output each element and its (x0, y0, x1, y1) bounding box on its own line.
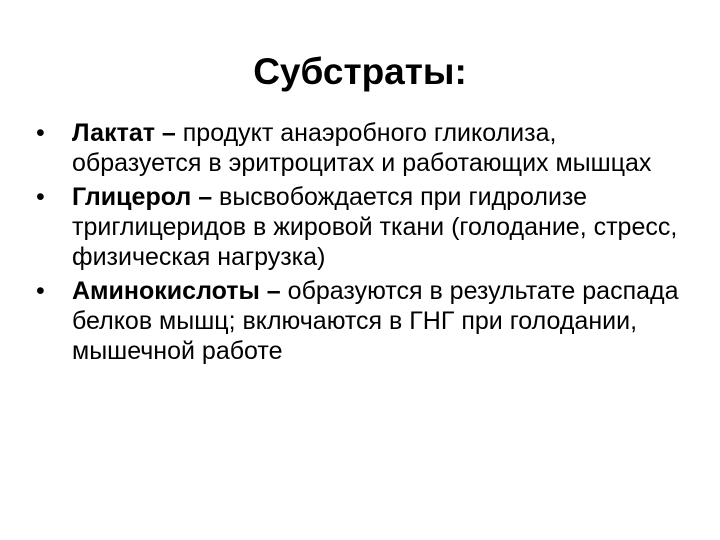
bullet-text: образуются в результате распада белков мышц; включаются в ГНГ при голодании, мышечной работе (72, 277, 679, 365)
slide-title: Субстраты: (253, 51, 467, 92)
bullet-term: Глицерол – (72, 183, 213, 211)
bullet-list (36, 118, 686, 370)
bullet-icon: • (36, 119, 45, 147)
bullet-icon: • (36, 183, 45, 211)
bullet-icon: • (36, 277, 45, 305)
bullet-item-glycerol (36, 182, 686, 272)
bullet-text: продукт анаэробного гликолиза, образуется в эритроцитах и работающих мышцах (72, 119, 652, 177)
bullet-text: высвобождается при гидролизе триглицеридов в жировой ткани (голодание, стресс, физическая нагрузка) (72, 183, 678, 271)
bullet-term: Лактат – (72, 119, 176, 147)
bullet-term: Аминокислоты – (72, 277, 281, 305)
bullet-item-amino-acids (36, 276, 686, 366)
bullet-item-lactate (36, 118, 686, 178)
